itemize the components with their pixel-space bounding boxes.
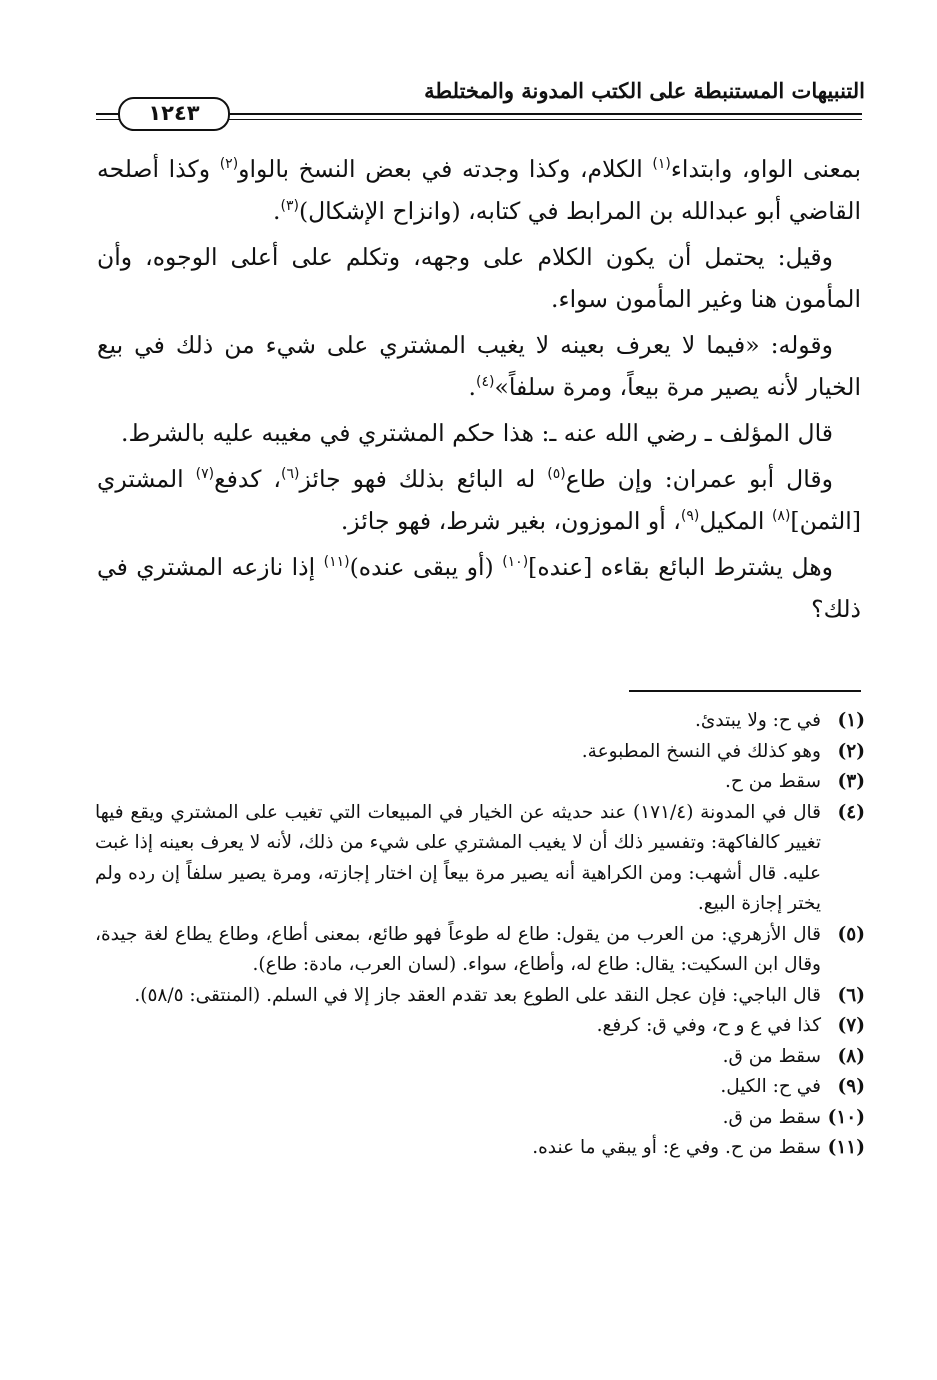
body-text-run: . (468, 373, 477, 401)
body-text-run: بمعنى الواو، وابتداء (670, 155, 861, 183)
body-text-run: ، كدفع (214, 465, 281, 493)
footnote-item (95, 767, 865, 798)
footnote-number: (١٠) (827, 1106, 865, 1128)
body-paragraph (97, 412, 861, 454)
footnote-item (95, 1133, 865, 1164)
footnote-item (95, 1072, 865, 1103)
body-paragraph (97, 148, 861, 232)
footnote-item (95, 737, 865, 768)
footnote-reference: (٩) (680, 508, 700, 525)
footnotes-list (95, 706, 865, 1164)
footnote-reference: (٧) (195, 466, 215, 483)
footnote-item (95, 798, 865, 920)
footnote-text: في ح: ولا يبتدئ. (695, 710, 821, 731)
footnote-item (95, 1011, 865, 1042)
page-number: ١٢٤٣ (118, 97, 230, 131)
main-text (97, 148, 861, 634)
footnote-number: (٤) (837, 801, 865, 823)
footnote-text: قال الأزهري: من العرب من يقول: طاع له طوعاً فهو طائع، بمعنى أطاع، وطاع يطاع لغة جيدة، وقال ابن السكيت: يقال: طاع له، وأطاع، سواء. (لسان العرب، مادة: طاع). (95, 923, 821, 975)
footnote-number: (١) (837, 710, 865, 731)
body-text-run: له البائع بذلك فهو جائز (299, 465, 548, 493)
footnote-number: (٢) (837, 740, 865, 762)
footnote-item (95, 1103, 865, 1134)
footnote-item (95, 920, 865, 981)
footnote-reference: (١) (652, 156, 671, 173)
body-text-run: وقيل: يحتمل أن يكون الكلام على وجهه، وتكلم على أعلى الوجوه، وأن المأمون هنا وغير المأمون سواء. (97, 243, 861, 313)
body-text-run: وهل يشترط البائع بقاءه [عنده] (528, 553, 833, 581)
footnote-number: (٣) (837, 771, 865, 792)
body-text-run: وقوله: «فيما لا يعرف بعينه لا يغيب المشتري على شيء من ذلك في بيع الخيار لأنه يصير مرة بيعاً، ومرة سلفاً» (97, 331, 861, 401)
footnote-text: كذا في ع و ح، وفي ق: كرفع. (596, 1015, 821, 1036)
footnote-text: سقط من ق. (722, 1045, 821, 1067)
footnote-number: (٧) (837, 1015, 865, 1036)
body-paragraph (97, 236, 861, 320)
body-paragraph (97, 324, 861, 408)
footnote-number: (٦) (837, 984, 865, 1006)
footnote-text: سقط من ح. وفي ع: أو يبقي ما عنده. (532, 1137, 821, 1158)
body-paragraph (97, 458, 861, 542)
footnote-text: قال الباجي: فإن عجل النقد على الطوع بعد تقدم العقد جاز إلا في السلم. (المنتقى: ٥٨/٥). (134, 984, 821, 1006)
body-text-run: المشتري [الثمن] (97, 465, 861, 535)
body-text-run: وقال أبو عمران: وإن طاع (565, 465, 833, 493)
body-text-run: إذا نازعه المشتري في ذلك؟ (97, 553, 861, 623)
footnote-number: (٨) (837, 1045, 865, 1067)
footnote-reference: (٨) (771, 508, 791, 525)
footnote-reference: (٢) (219, 156, 239, 173)
footnote-reference: (٦) (280, 466, 300, 483)
footnote-reference: (٥) (547, 466, 566, 483)
body-text-run: وكذا أصلحه القاضي أبو عبدالله بن المرابط في كتابه، (وانزاح الإشكال) (97, 155, 861, 225)
footnote-item (95, 706, 865, 737)
footnote-text: قال في المدونة (١٧١/٤) عند حديثه عن الخيار في المبيعات التي تغيب على المشتري ويقع فيها تغيير كالفاكهة: وتفسير ذلك أن لا يغيب المشتري على شيء من ذلك، لأنه لا يعرف بعينه إذا غبت عليه. قال أشهب: ومن الكراهية أنه يصير مرة بيعاً إن اختار إجازته، ومرة يصير سلفاً إن رده ولم يختر إجازة البيع. (95, 801, 821, 914)
footnote-text: سقط من ح. (725, 771, 821, 792)
footnote-text: سقط من ق. (722, 1106, 821, 1128)
footnote-text: وهو كذلك في النسخ المطبوعة. (581, 740, 821, 762)
footnote-number: (١١) (827, 1137, 865, 1158)
footnote-separator (629, 690, 861, 692)
footnote-number: (٩) (837, 1076, 865, 1097)
footnote-reference: (٣) (280, 198, 299, 215)
body-text-run: المكيل (699, 507, 772, 535)
footnote-reference: (١٠) (502, 554, 529, 571)
running-title: التنبيهات المستنبطة على الكتب المدونة والمختلطة (424, 78, 865, 103)
body-text-run: قال المؤلف ـ رضي الله عنه ـ: هذا حكم المشتري في مغيبه عليه بالشرط. (121, 419, 833, 447)
body-paragraph (97, 546, 861, 630)
footnote-reference: (١١) (323, 554, 350, 571)
body-text-run: . (272, 197, 281, 225)
body-text-run: (أو يبقى عنده) (349, 553, 503, 581)
body-text-run: ، أو الموزون، بغير شرط، فهو جائز. (340, 507, 681, 535)
footnote-number: (٥) (837, 923, 865, 945)
footnote-reference: (٤) (476, 374, 495, 391)
footnote-item (95, 1042, 865, 1073)
footnote-text: في ح: الكيل. (720, 1076, 821, 1097)
footnote-item (95, 981, 865, 1012)
body-text-run: الكلام، وكذا وجدته في بعض النسخ بالواو (238, 155, 653, 183)
